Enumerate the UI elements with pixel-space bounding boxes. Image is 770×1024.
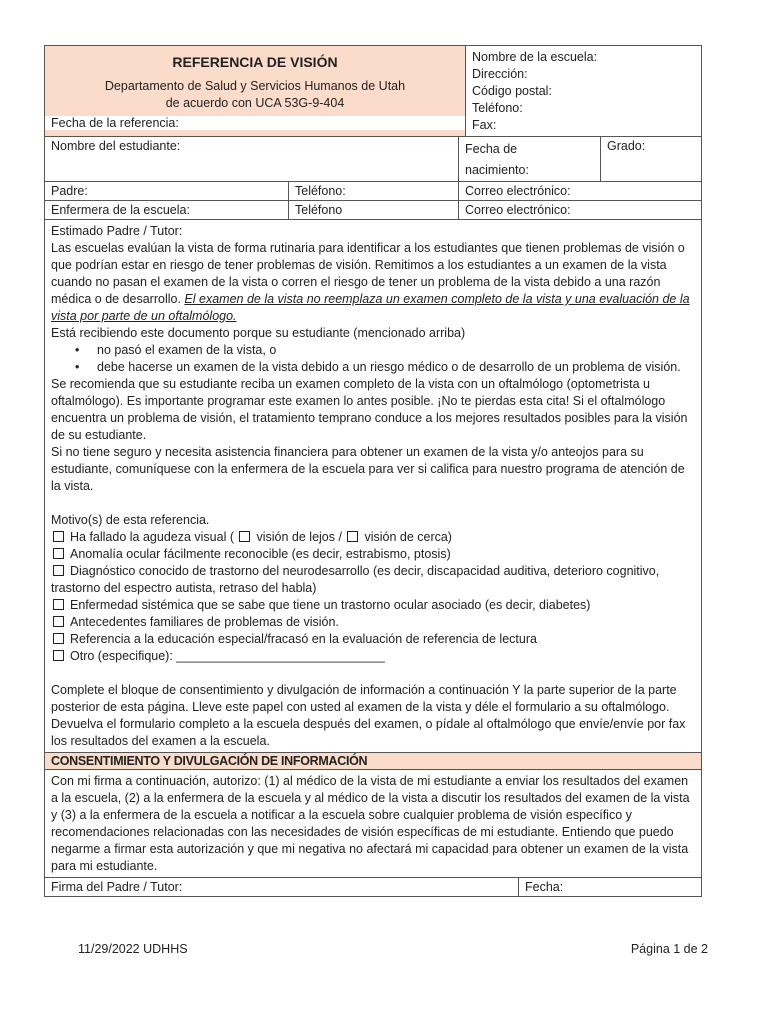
- legal-reference: de acuerdo con UCA 53G-9-404: [165, 96, 345, 110]
- nurse-email-field[interactable]: Correo electrónico:: [458, 201, 701, 219]
- reason-acuity: [51, 529, 695, 546]
- greeting: Estimado Padre / Tutor:: [51, 224, 183, 238]
- instructions-paragraph: Complete el bloque de consentimiento y divulgación de información a continuación Y la parte superior de la parte posterior de esta página. Lleve este papel con usted al examen de la vista y déle el formulario a su oftalmólogo. Devuelva el formulario completo a la escuela después del examen, o pídale al oftalmólogo que envíe/envíe por fax los resultados del examen a la escuela.: [51, 683, 686, 748]
- reason-label: Referencia a la educación especial/fracasó en la evaluación de referencia de lectura: [70, 632, 537, 646]
- footer-date: 11/29/2022 UDHHS: [78, 942, 188, 956]
- reason-item: [51, 631, 695, 648]
- parent-phone-field[interactable]: Teléfono:: [288, 182, 458, 200]
- letter-body: [45, 220, 701, 752]
- reason-bullets: [51, 342, 695, 376]
- intro-underlined-note: El examen de la vista no reemplaza un examen completo de la vista y una evaluación de la vista por parte de un oftalmólogo.: [51, 292, 690, 323]
- referral-date-field[interactable]: Fecha de la referencia:: [45, 116, 465, 130]
- student-name-field[interactable]: Nombre del estudiante:: [51, 139, 181, 153]
- reason-item: [51, 563, 695, 597]
- consent-heading-row: [45, 753, 701, 770]
- header-row: [45, 46, 701, 137]
- checkbox[interactable]: [239, 531, 250, 542]
- intro-paragraph: [51, 240, 695, 325]
- bullet-item: • debe hacerse un examen de la vista debido a un riesgo médico o de desarrollo de un problema de visión.: [97, 359, 695, 376]
- signature-row: [45, 878, 701, 896]
- reason-label: Anomalía ocular fácilmente reconocible (es decir, estrabismo, ptosis): [70, 547, 451, 561]
- form-title-block: [45, 46, 465, 136]
- checkbox[interactable]: [53, 599, 64, 610]
- nurse-phone-field[interactable]: Teléfono: [288, 201, 458, 219]
- parent-email-field[interactable]: Correo electrónico:: [458, 182, 701, 200]
- signature-field[interactable]: Firma del Padre / Tutor:: [51, 880, 183, 894]
- checkbox[interactable]: [53, 548, 64, 559]
- reason-acuity-label: Ha fallado la agudeza visual (: [70, 530, 234, 544]
- reason-item: [51, 597, 695, 614]
- dob-field[interactable]: [458, 137, 600, 181]
- checkbox[interactable]: [53, 616, 64, 627]
- checkbox[interactable]: [53, 633, 64, 644]
- recommendation-paragraph: Se recomienda que su estudiante reciba un examen completo de la vista con un oftalmólogo (optometrista u oftalmólogo). Es importante programar este examen lo antes posible. ¡No te pierdas esta cita! Si el oftalmólogo encuentra un problema de visión, el tratamiento temprano conduce a los mejores resultados posibles para la visión de su estudiante.: [51, 377, 688, 442]
- reason-paragraph: Está recibiendo este documento porque su estudiante (mencionado arriba): [51, 326, 466, 340]
- nurse-row: [45, 201, 701, 220]
- student-row: [45, 137, 701, 182]
- reason-label: Otro (especifique): ______________________________: [70, 649, 385, 663]
- checkbox[interactable]: [53, 565, 64, 576]
- reasons-heading: Motivo(s) de esta referencia.: [51, 513, 210, 527]
- dob-label-1: Fecha de: [465, 142, 518, 156]
- letter-row: [45, 220, 701, 753]
- school-info-block: [465, 46, 701, 136]
- grade-field[interactable]: Grado:: [600, 137, 701, 181]
- reason-item: [51, 648, 695, 665]
- page-number: Página 1 de 2: [630, 942, 708, 956]
- nurse-name-field[interactable]: Enfermera de la escuela:: [51, 203, 190, 217]
- dob-label-2: nacimiento:: [465, 163, 529, 177]
- school-name-field[interactable]: Nombre de la escuela:: [472, 50, 598, 64]
- fax-field[interactable]: Fax:: [472, 118, 497, 132]
- reason-label: Enfermedad sistémica que se sabe que tiene un trastorno ocular asociado (es decir, diabetes): [70, 598, 591, 612]
- signature-date-field[interactable]: Fecha:: [518, 878, 701, 896]
- near-vision-label: visión de cerca): [364, 530, 452, 544]
- department-name: Departamento de Salud y Servicios Humanos de Utah: [104, 79, 406, 93]
- reason-item: [51, 546, 695, 563]
- parent-name-field[interactable]: Padre:: [51, 184, 88, 198]
- bullet-item: • no pasó el examen de la vista, o: [97, 342, 695, 359]
- consent-row: [45, 770, 701, 878]
- form-title: REFERENCIA DE VISIÓN: [172, 54, 338, 70]
- vision-referral-form: [44, 45, 702, 897]
- school-phone-field[interactable]: Teléfono:: [472, 101, 523, 115]
- checkbox[interactable]: [53, 650, 64, 661]
- intro-text: Las escuelas evalúan la vista de forma rutinaria para identificar a los estudiantes que tienen problemas de visión o que podrían estar en riesgo de tener problemas de visión. Remitimos a los estudiantes a un examen de la vista cuando no pasan el examen de la vista o corren el riesgo de tener un problema de la vista debido a una razón médica o de desarrollo.: [51, 241, 685, 306]
- reason-item: [51, 614, 695, 631]
- zip-field[interactable]: Código postal:: [472, 84, 552, 98]
- address-field[interactable]: Dirección:: [472, 67, 528, 81]
- reason-label: Antecedentes familiares de problemas de visión.: [70, 615, 339, 629]
- parent-row: [45, 182, 701, 201]
- consent-heading: CONSENTIMIENTO Y DIVULGACIÓN DE INFORMACIÓN: [51, 754, 368, 768]
- checkbox[interactable]: [347, 531, 358, 542]
- reason-label: Diagnóstico conocido de trastorno del neurodesarrollo (es decir, discapacidad auditiva, deterioro cognitivo, trastorno del espectro autista, retraso del habla): [51, 564, 660, 595]
- distance-vision-label: visión de lejos /: [256, 530, 342, 544]
- checkbox[interactable]: [53, 531, 64, 542]
- insurance-paragraph: Si no tiene seguro y necesita asistencia financiera para obtener un examen de la vista y/o anteojos para su estudiante, comuníquese con la enfermera de la escuela para ver si califica para nuestro programa de atención de la vista.: [51, 445, 685, 493]
- consent-text: Con mi firma a continuación, autorizo: (1) al médico de la vista de mi estudiante a enviar los resultados del examen a la escuela, (2) a la enfermera de la escuela y al médico de la vista a discutir los resultados del examen de la vista y (3) a la enfermera de la escuela a notificar a la escuela sobre cualquier problema de visión específico y recomendaciones relacionadas con las necesidades de visión específicas de mi estudiante. Entiendo que puedo negarme a firmar esta autorización y que mi negativa no afectará mi capacidad para obtener un examen de la vista para mi estudiante.: [51, 774, 690, 873]
